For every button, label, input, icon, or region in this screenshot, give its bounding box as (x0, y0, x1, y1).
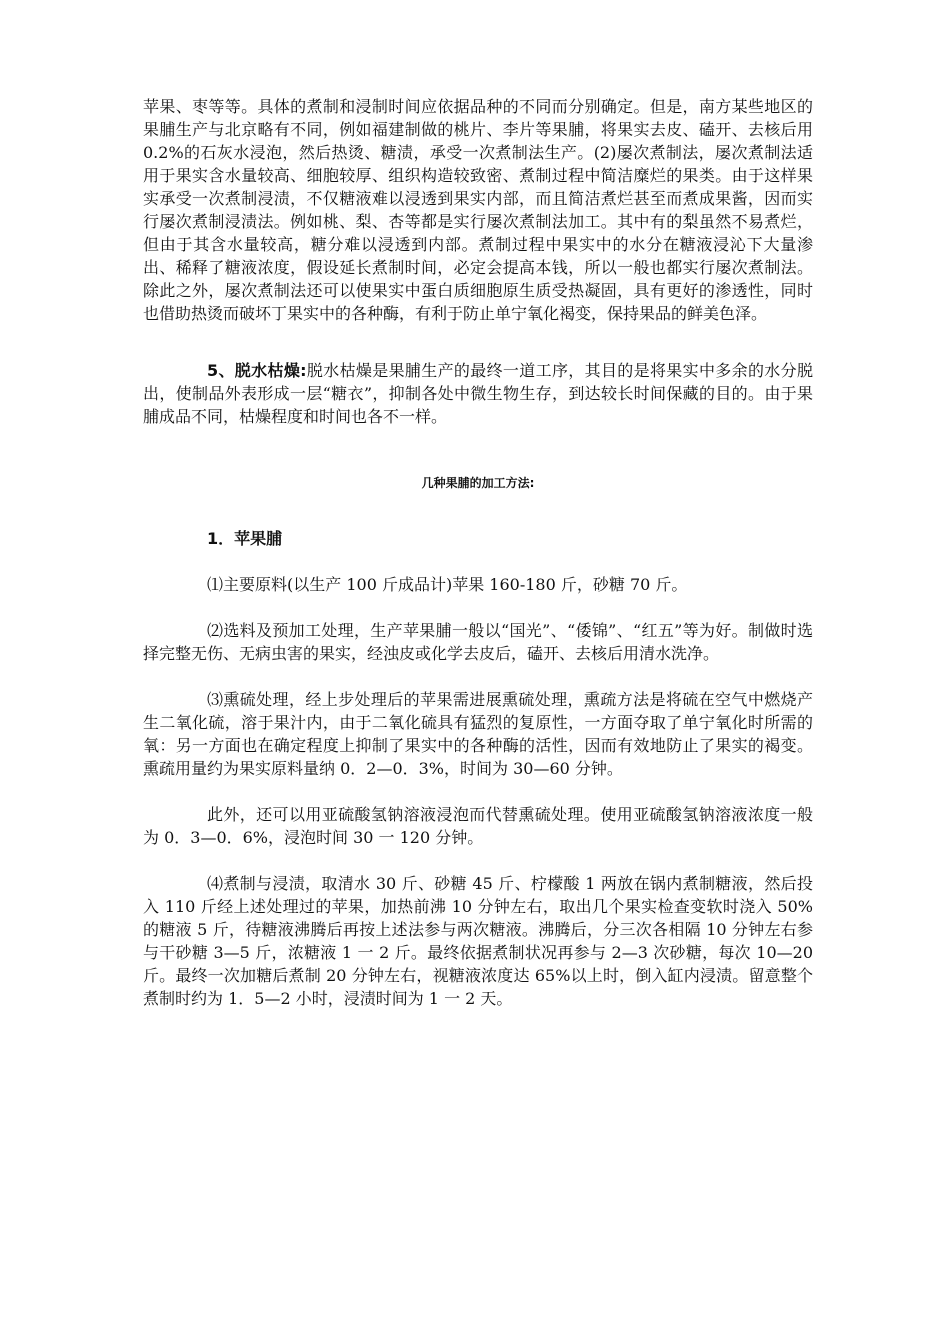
paragraph-selection: ⑵选料及预加工处理，生产苹果脯一般以“国光”、“倭锦”、“红五”等为好。制做时选择完整无伤、无病虫害的果实，经浊皮或化学去皮后，磕开、去核后用清水洗净。 (143, 621, 813, 663)
dehydration-heading: 5、脱水枯燥: (207, 361, 307, 380)
section-title: 几种果脯的加工方法: (421, 476, 535, 490)
paragraph-ingredients: ⑴主要原料(以生产 100 斤成品计)苹果 160-180 斤，砂糖 70 斤。 (207, 575, 688, 594)
paragraph-sulfur: ⑶熏硫处理，经上步处理后的苹果需进展熏硫处理，熏疏方法是将硫在空气中燃烧产生二氧化硫，溶于果汁内，由于二氧化硫具有猛烈的复原性，一方面夺取了单宁氧化时所需的氧：另一方面也在确定程度上抑制了果实中的各种酶的活性，因而有效地防止了果实的褐变。熏疏用量约为果实原料量纳 0．2—0．3%，时间为 30—60 分钟。 (143, 690, 813, 778)
paragraph-dehydration (143, 359, 813, 428)
document-body (143, 95, 813, 1010)
sub-heading-apple: 1．苹果脯 (207, 529, 283, 548)
paragraph-boiling: ⑷煮制与浸渍，取清水 30 斤、砂糖 45 斤、柠檬酸 1 两放在锅内煮制糖液，然后投入 110 斤经上述处理过的苹果，加热前沸 10 分钟左右，取出几个果实检查变软时浇入 50%的糖液 5 斤，待糖液沸腾后再按上述法参与两次糖液。沸腾后，分三次各相隔 10 分钟左右参与干砂糖 3—5 斤，浓糖液 1 一 2 斤。最终依据煮制状况再参与 2—3 次砂糖，每次 10—20 斤。最终一次加糖后煮制 20 分钟左右，视糖液浓度达 65%以上时，倒入缸内浸渍。留意整个煮制时约为 1．5—2 小时，浸渍时间为 1 一 2 天。 (143, 874, 813, 1008)
paragraph-boiling-methods: 苹果、枣等等。具体的煮制和浸制时间应依据品种的不同而分别确定。但是，南方某些地区的果脯生产与北京略有不同，例如福建制做的桃片、李片等果脯，将果实去皮、磕开、去核后用0.2%的石灰水浸泡，然后热烫、糖渍，承受一次煮制法生产。(2)屡次煮制法，屡次煮制法适用于果实含水量较高、细胞较厚、组织构造较致密、煮制过程中简洁糜烂的果类。由于这样果实承受一次煮制浸渍，不仅糖液难以浸透到果实内部，而且简洁煮烂甚至而煮成果酱，因而实行屡次煮制浸渍法。例如桃、梨、杏等都是实行屡次煮制法加工。其中有的梨虽然不易煮烂，但由于其含水量较高，糖分难以浸透到内部。煮制过程中果实中的水分在糖液浸沁下大量渗出、稀释了糖液浓度，假设延长煮制时间，必定会提高本钱，所以一般也都实行屡次煮制法。除此之外，屡次煮制法还可以使果实中蛋白质细胞原生质受热凝固，具有更好的渗透性，同时也借助热烫而破坏丁果实中的各种酶，有利于防止单宁氧化褐变，保持果品的鲜美色泽。 (143, 97, 813, 323)
dehydration-text: 脱水枯燥是果脯生产的最终一道工序，其目的是将果实中多余的水分脱出，使制品外表形成一层“糖衣”，抑制各处中微生物生存，到达较长时间保藏的目的。由于果脯成品不同，枯燥程度和时间也各不一样。 (143, 361, 813, 426)
paragraph-bisulfite: 此外，还可以用亚硫酸氢钠溶液浸泡而代替熏硫处理。使用亚硫酸氢钠溶液浓度一般为 0．3—0．6%，浸泡时间 30 一 120 分钟。 (143, 805, 813, 847)
